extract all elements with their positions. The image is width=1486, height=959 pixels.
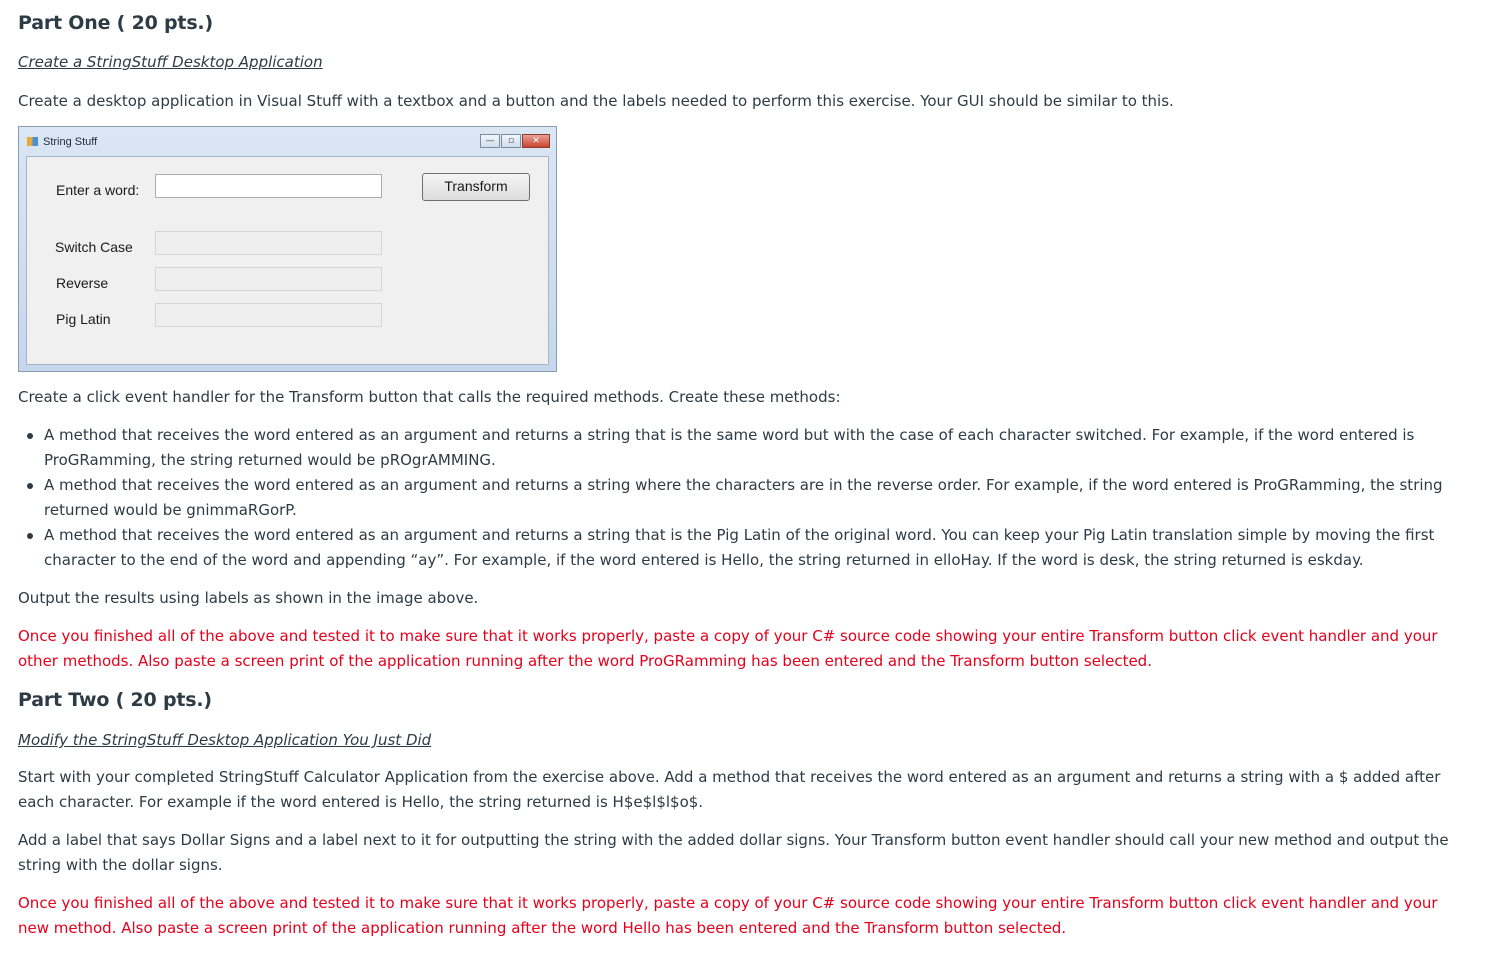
switch-case-output [155,231,382,255]
part-one-heading: Part One ( 20 pts.) [18,12,213,34]
string-stuff-window-screenshot [18,126,557,372]
part-two-paragraph-1: Start with your completed StringStuff Calculator Application from the exercise above. Add a method that receives the word entered as an argument and returns a string with a $ added after each character. For example if the word entered is Hello, the string returned is H$e$l$l$o$. [18,768,1441,811]
pig-latin-label: Pig Latin [56,311,111,327]
close-icon: ✕ [522,134,550,148]
list-item: A method that receives the word entered as an argument and returns a string that is the same word but with the case of each character switched. For example, if the word entered is ProGRamming, the string returned would be pROgrAMMING. [18,423,1458,473]
part-one-intro: Create a desktop application in Visual Stuff with a textbox and a button and the labels needed to perform this exercise. Your GUI should be similar to this. [18,92,1174,110]
part-one-submission-note: Once you finished all of the above and tested it to make sure that it works properly, paste a copy of your C# source code showing your entire Transform button click event handler and your other methods. Also paste a screen print of the application running after the word ProGRamming has been entered and the Transform button selected. [18,627,1438,670]
handler-instructions: Create a click event handler for the Transform button that calls the required methods. Create these methods: [18,388,841,406]
output-instructions: Output the results using labels as shown in the image above. [18,589,479,607]
window-title [27,136,97,148]
list-item: A method that receives the word entered as an argument and returns a string where the characters are in the reverse order. For example, if the word entered is ProGRamming, the string returned would be gnimmaRGorP. [18,473,1458,523]
window-client-area [26,156,549,365]
transform-button: Transform [422,173,530,201]
minimize-icon: — [480,134,500,148]
part-two-subheading: Modify the StringStuff Desktop Application You Just Did [18,731,432,749]
window-title-text: String Stuff [43,136,98,148]
maximize-icon: ▫ [501,134,521,148]
pig-latin-output [155,303,382,327]
part-one-subheading: Create a StringStuff Desktop Application [18,53,323,71]
part-two-paragraph-2: Add a label that says Dollar Signs and a label next to it for outputting the string with the added dollar signs. Your Transform button event handler should call your new method and output the string with the dollar signs. [18,831,1449,874]
method-list [18,423,1458,573]
word-input [155,174,382,198]
part-two-heading: Part Two ( 20 pts.) [18,689,212,711]
reverse-label: Reverse [56,275,109,291]
list-item: A method that receives the word entered as an argument and returns a string that is the Pig Latin of the original word. You can keep your Pig Latin translation simple by moving the first character to the end of the word and appending “ay”. For example, if the word entered is Hello, the string returned in elloHay. If the word is desk, the string returned is eskday. [18,523,1458,573]
window-controls [480,134,550,148]
reverse-output [155,267,382,291]
part-two-submission-note: Once you finished all of the above and tested it to make sure that it works properly, paste a copy of your C# source code showing your entire Transform button click event handler and your new method. Also paste a screen print of the application running after the word Hello has been entered and the Transform button selected. [18,894,1438,937]
app-icon [27,137,38,146]
switch-case-label: Switch Case [55,239,133,255]
enter-word-label: Enter a word: [56,182,140,198]
